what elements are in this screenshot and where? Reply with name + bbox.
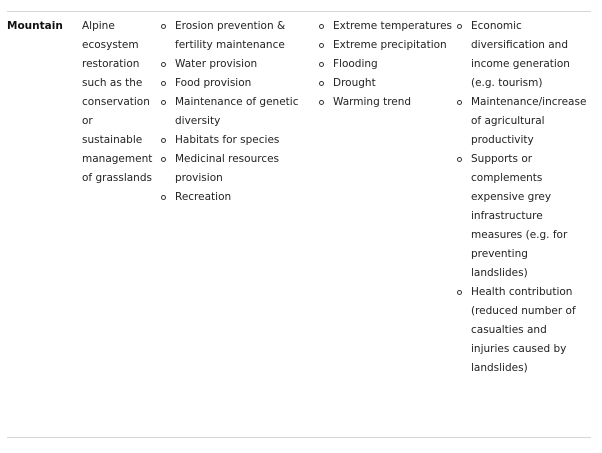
list-item <box>318 93 453 112</box>
list-item-text: Erosion prevention & fertility maintenance <box>175 20 286 51</box>
list-item-text: Habitats for species <box>175 134 280 146</box>
list-item <box>160 150 310 188</box>
list-item <box>160 188 310 207</box>
list-item-text: Drought <box>333 77 376 89</box>
list-item <box>160 93 310 131</box>
co-benefits-cell <box>456 17 586 378</box>
list-item-text: Recreation <box>175 191 232 203</box>
bullet-icon <box>161 62 166 67</box>
list-item <box>160 17 310 55</box>
ecosystem-services-cell <box>160 17 310 207</box>
list-item <box>456 283 586 378</box>
list-item-text: Extreme temperatures <box>333 20 453 32</box>
table-top-divider <box>7 11 591 12</box>
bullet-icon <box>319 62 324 67</box>
list-item <box>160 74 310 93</box>
co-benefits-list <box>456 17 586 378</box>
bullet-icon <box>161 195 166 200</box>
bullet-icon <box>161 24 166 29</box>
measure-cell: Alpine ecosystem restoration such as the conservation or sustainable management of grasslands <box>82 20 153 184</box>
list-item <box>318 17 453 36</box>
list-item <box>456 150 586 283</box>
bullet-icon <box>319 24 324 29</box>
bullet-icon <box>319 43 324 48</box>
list-item-text: Flooding <box>333 58 378 70</box>
list-item-text: Warming trend <box>333 96 412 108</box>
bullet-icon <box>457 24 462 29</box>
list-item-text: Supports or complements expensive grey infrastructure measures (e.g. for preventing landslides) <box>471 153 568 279</box>
ecosystem-services-list <box>160 17 310 207</box>
list-item-text: Water provision <box>175 58 258 70</box>
list-item <box>160 55 310 74</box>
list-item-text: Medicinal resources provision <box>175 153 280 184</box>
bullet-icon <box>457 100 462 105</box>
list-item <box>318 74 453 93</box>
bullet-icon <box>457 290 462 295</box>
bullet-icon <box>319 100 324 105</box>
list-item <box>160 131 310 150</box>
climate-hazards-cell <box>318 17 453 112</box>
bullet-icon <box>161 100 166 105</box>
list-item <box>318 36 453 55</box>
bullet-icon <box>161 157 166 162</box>
list-item <box>456 17 586 93</box>
list-item <box>456 93 586 150</box>
list-item-text: Extreme precipitation <box>333 39 447 51</box>
list-item-text: Economic diversification and income generation (e.g. tourism) <box>471 20 570 89</box>
list-item-text: Maintenance of genetic diversity <box>175 96 299 127</box>
bullet-icon <box>161 81 166 86</box>
habitat-cell: Mountain <box>7 20 63 32</box>
bullet-icon <box>319 81 324 86</box>
bullet-icon <box>161 138 166 143</box>
list-item-text: Maintenance/increase of agricultural productivity <box>471 96 587 146</box>
list-item <box>318 55 453 74</box>
bullet-icon <box>457 157 462 162</box>
list-item-text: Health contribution (reduced number of casualties and injuries caused by landslides) <box>471 286 576 374</box>
list-item-text: Food provision <box>175 77 252 89</box>
climate-hazards-list <box>318 17 453 112</box>
table-bottom-divider <box>7 437 591 438</box>
